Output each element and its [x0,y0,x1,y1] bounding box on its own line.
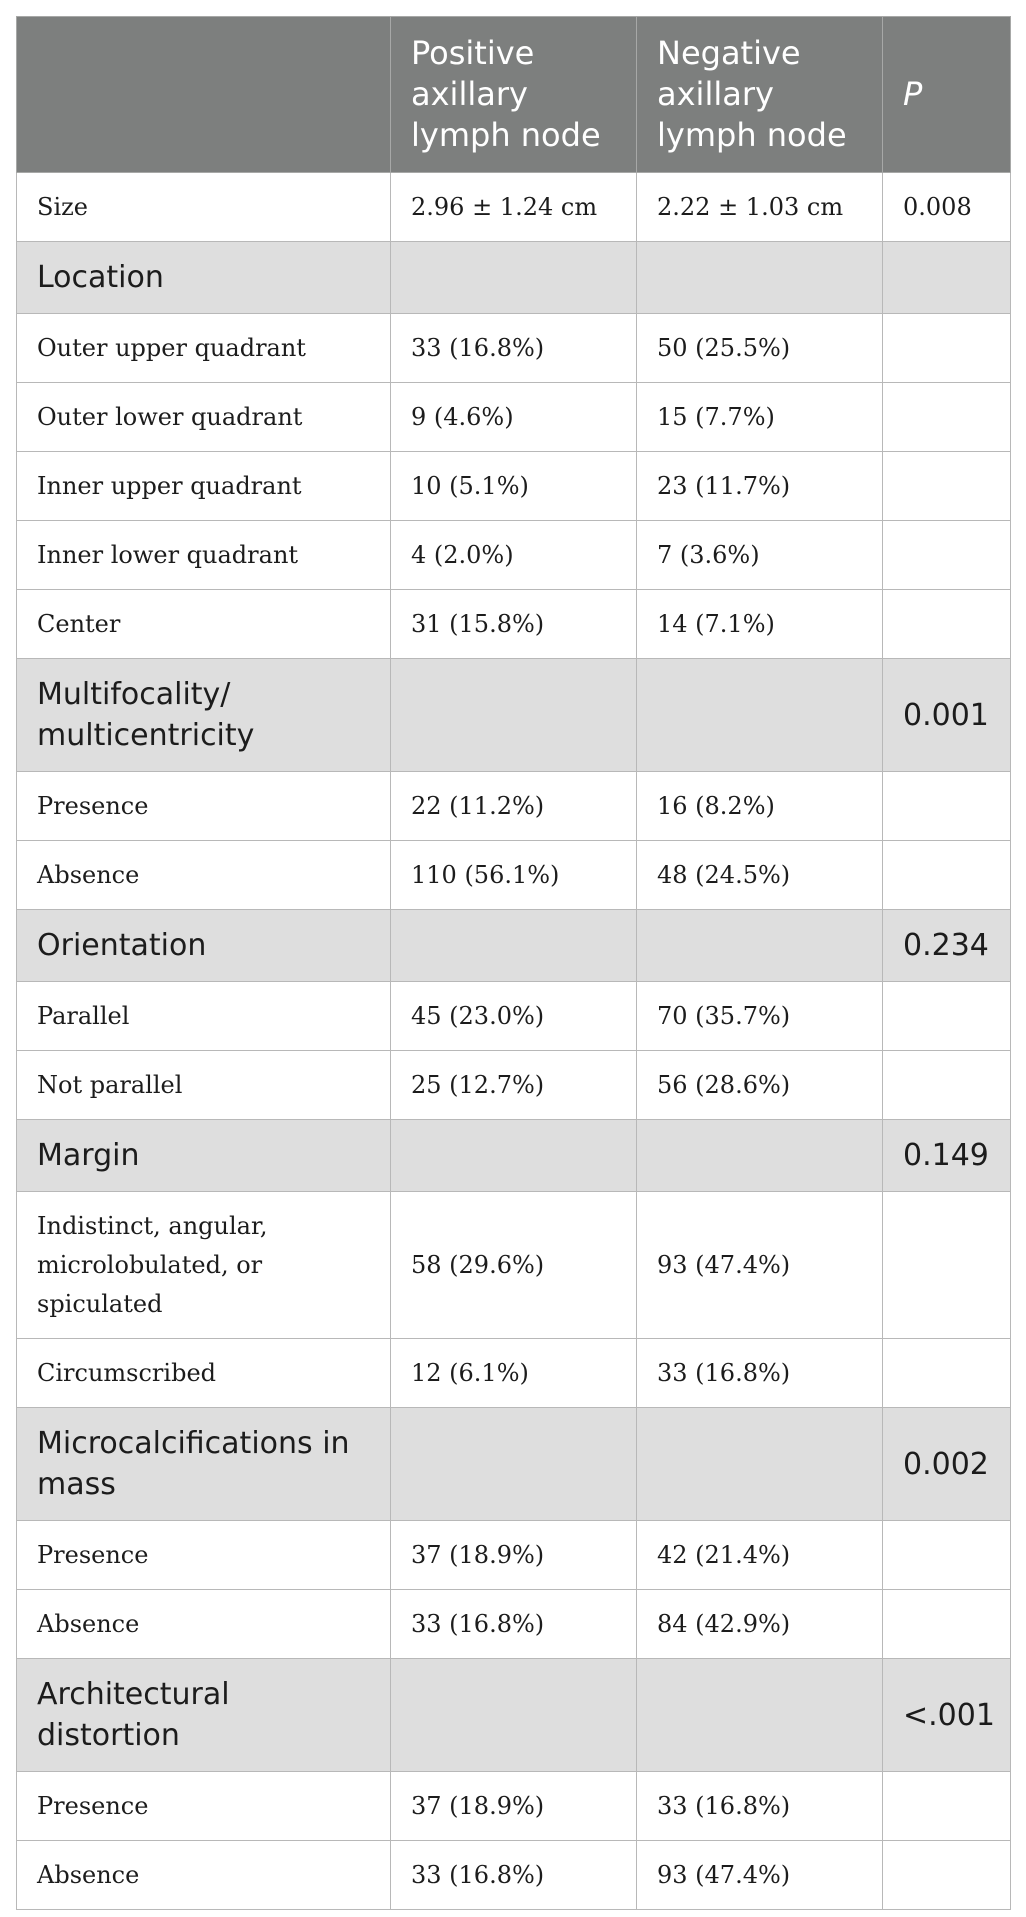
p-value [883,314,1011,383]
section-empty-negative [637,659,883,772]
p-value [883,521,1011,590]
table-row [17,1339,1011,1408]
header-p-value: P [883,17,1011,173]
section-p-value: 0.002 [883,1408,1011,1521]
negative-value: 56 (28.6%) [637,1051,883,1120]
positive-value: 33 (16.8%) [391,1590,637,1659]
positive-value: 58 (29.6%) [391,1192,637,1339]
section-label: Orientation [17,910,391,982]
section-p-value [883,242,1011,314]
row-label: Circumscribed [17,1339,391,1408]
section-empty-negative [637,242,883,314]
table-row [17,173,1011,242]
row-label: Presence [17,1521,391,1590]
row-label: Not parallel [17,1051,391,1120]
positive-value: 37 (18.9%) [391,1521,637,1590]
table-row [17,1590,1011,1659]
table-row [17,772,1011,841]
negative-value: 16 (8.2%) [637,772,883,841]
positive-value: 10 (5.1%) [391,452,637,521]
p-value [883,590,1011,659]
row-label: Center [17,590,391,659]
p-value [883,772,1011,841]
section-empty-positive [391,659,637,772]
row-label: Absence [17,841,391,910]
section-empty-negative [637,910,883,982]
section-p-value: 0.001 [883,659,1011,772]
positive-value: 31 (15.8%) [391,590,637,659]
row-label: Size [17,173,391,242]
negative-value: 15 (7.7%) [637,383,883,452]
table-body [17,173,1011,1910]
section-label: Multifocality/ multicentricity [17,659,391,772]
p-value [883,383,1011,452]
p-value: 0.008 [883,173,1011,242]
section-empty-positive [391,1659,637,1772]
section-p-value: 0.149 [883,1120,1011,1192]
section-row [17,910,1011,982]
negative-value: 42 (21.4%) [637,1521,883,1590]
p-value [883,1590,1011,1659]
p-value [883,982,1011,1051]
section-empty-positive [391,1408,637,1521]
negative-value: 7 (3.6%) [637,521,883,590]
row-label: Outer upper quadrant [17,314,391,383]
negative-value: 2.22 ± 1.03 cm [637,173,883,242]
p-value [883,841,1011,910]
section-row [17,1120,1011,1192]
section-label: Location [17,242,391,314]
header-variable [17,17,391,173]
row-label: Parallel [17,982,391,1051]
section-p-value: <.001 [883,1659,1011,1772]
lymph-node-table [16,16,1011,1910]
p-value [883,1772,1011,1841]
negative-value: 93 (47.4%) [637,1841,883,1910]
row-label: Inner lower quadrant [17,521,391,590]
table-row [17,1772,1011,1841]
row-label: Absence [17,1590,391,1659]
positive-value: 37 (18.9%) [391,1772,637,1841]
row-label: Outer lower quadrant [17,383,391,452]
section-empty-negative [637,1120,883,1192]
section-label: Microcalcifications in mass [17,1408,391,1521]
negative-value: 14 (7.1%) [637,590,883,659]
p-value [883,1521,1011,1590]
p-value [883,1841,1011,1910]
positive-value: 33 (16.8%) [391,1841,637,1910]
header-row [17,17,1011,173]
table-row [17,314,1011,383]
header-positive: Positive axillary lymph node [391,17,637,173]
negative-value: 23 (11.7%) [637,452,883,521]
section-empty-positive [391,1120,637,1192]
table-row [17,1192,1011,1339]
section-empty-negative [637,1659,883,1772]
negative-value: 33 (16.8%) [637,1339,883,1408]
table-row [17,841,1011,910]
negative-value: 70 (35.7%) [637,982,883,1051]
positive-value: 2.96 ± 1.24 cm [391,173,637,242]
table-row [17,452,1011,521]
negative-value: 50 (25.5%) [637,314,883,383]
row-label: Presence [17,1772,391,1841]
positive-value: 9 (4.6%) [391,383,637,452]
table-row [17,1841,1011,1910]
p-value [883,1051,1011,1120]
positive-value: 33 (16.8%) [391,314,637,383]
row-label: Presence [17,772,391,841]
section-empty-positive [391,242,637,314]
header-negative: Negative axillary lymph node [637,17,883,173]
row-label: Absence [17,1841,391,1910]
positive-value: 12 (6.1%) [391,1339,637,1408]
positive-value: 25 (12.7%) [391,1051,637,1120]
section-row [17,659,1011,772]
table-row [17,982,1011,1051]
negative-value: 84 (42.9%) [637,1590,883,1659]
table-header [17,17,1011,173]
positive-value: 110 (56.1%) [391,841,637,910]
p-value [883,452,1011,521]
table-row [17,521,1011,590]
table-row [17,383,1011,452]
p-value [883,1192,1011,1339]
positive-value: 45 (23.0%) [391,982,637,1051]
negative-value: 48 (24.5%) [637,841,883,910]
table-row [17,590,1011,659]
table-row [17,1521,1011,1590]
row-label: Inner upper quadrant [17,452,391,521]
p-value [883,1339,1011,1408]
row-label: Indistinct, angular, microlobulated, or spiculated [17,1192,391,1339]
section-p-value: 0.234 [883,910,1011,982]
section-empty-negative [637,1408,883,1521]
section-label: Architectural distortion [17,1659,391,1772]
section-row [17,242,1011,314]
positive-value: 22 (11.2%) [391,772,637,841]
positive-value: 4 (2.0%) [391,521,637,590]
negative-value: 33 (16.8%) [637,1772,883,1841]
table-row [17,1051,1011,1120]
negative-value: 93 (47.4%) [637,1192,883,1339]
section-empty-positive [391,910,637,982]
section-row [17,1659,1011,1772]
section-label: Margin [17,1120,391,1192]
section-row [17,1408,1011,1521]
